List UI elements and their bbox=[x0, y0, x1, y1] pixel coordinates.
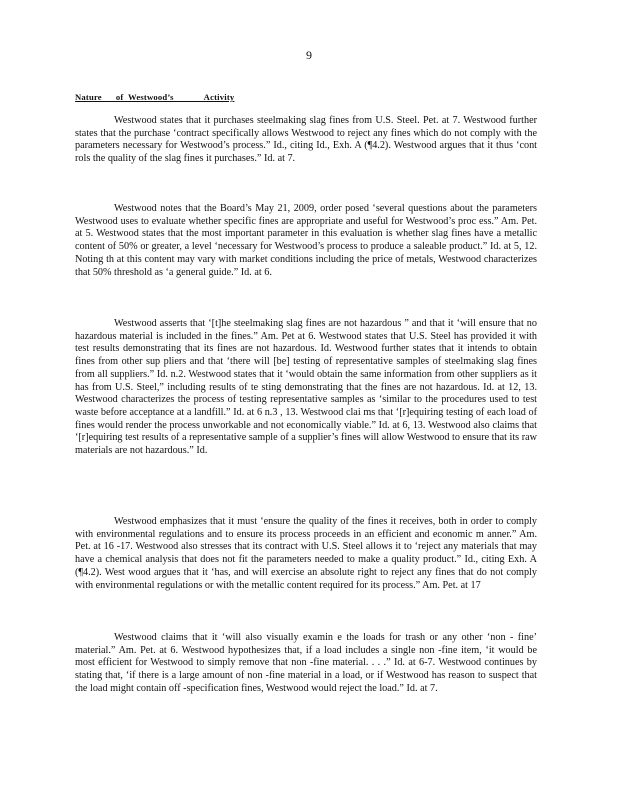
paragraph-purchase-contract: Westwood states that it purchases steelmaking slag fines from U.S. Steel. Pet. at 7. Westwood further states that the purchase ‘contract specifically allows Westwood to reject any fines which do not comply with the parameters necessary for Westwood’s process.” Id., citing Id., Exh. A (¶4.2). Westwood argues that it thus ‘cont rols the quality of the slag fines it purchases.” Id. at 7. bbox=[75, 115, 537, 165]
section-heading: Nature of Westwood’s Activity bbox=[75, 92, 235, 102]
paragraph-hazardous-testing: Westwood asserts that ‘[t]he steelmaking slag fines are not hazardous ” and that it ‘will ensure that no hazardous material is included in the fines.” Am. Pet at 6. Westwood states that U.S. Steel has provided it with test results demonstrating that its fines are not hazardous. Id. Westwood further states that it intends to obtain fines from other sup pliers and that ‘there will [be] testing of representative samples of steelmaking slag fines from all suppliers.” Id. n.2. Westwood states that it ‘would obtain the same information from other suppliers as it has from U.S. Steel,” including results of te sting demonstrating that the fines are not hazardous. Id. at 12, 13. Westwood characterizes the process of testing representative samples as ‘similar to the procedures used to test waste before acceptance at a landfill.” Id. at 6 n.3 , 13. Westwood clai ms that ‘[r]equiring testing of each load of fines would render the process unworkable and not economically viable.” Id. at 6, 13. Westwood also claims that ‘[r]equiring test results of a representative sample of a supplier’s fines will allow Westwood to ensure that its raw materials are not hazardous.” Id. bbox=[75, 318, 537, 457]
paragraph-visual-inspection: Westwood claims that it ‘will also visually examin e the loads for trash or any other ‘non - fine’ material.” Am. Pet. at 6. Westwood hypothesizes that, if a load includes a single non -fine item, ‘it would be most efficient for Westwood to simply remove that non -fine material. . . .” Id. at 6-7. Westwood continues by stating that, ‘if there is a large amount of non -fine material in a load, or if Westwood has reason to suspect that the load might contain off -specification fines, Westwood would reject the load.” Id. at 7. bbox=[75, 632, 537, 694]
paragraph-parameters: Westwood notes that the Board’s May 21, 2009, order posed ‘several questions about the parameters Westwood uses to evaluate whether specific fines are appropriate and useful for Westwood’s proc ess.” Am. Pet. at 5. Westwood states that the most important parameter in this evaluation is whether slag fines have a metallic content of 50% or greater, a level ‘necessary for Westwood’s process to produce a saleable product.” Id. at 5, 12. Noting th at this content may vary with market conditions including the price of metals, Westwood characterizes that 50% threshold as ‘a general guide.” Id. at 6. bbox=[75, 203, 537, 278]
paragraph-quality-control: Westwood emphasizes that it must ‘ensure the quality of the fines it receives, both in order to comply with environmental regulations and to ensure its process proceeds in an efficient and economic m anner.” Am. Pet. at 16 -17. Westwood also stresses that its contract with U.S. Steel allows it to ‘reject any materials that may have a chemical analysis that does not fit the parameters needed to make a quality product.” Id., citing Exh. A (¶4.2). West wood argues that it ‘has, and will exercise an absolute right to reject any fines that do not comply with environmental regulations or with the metallic content required for its process.” Am. Pet. at 17 bbox=[75, 516, 537, 591]
page-number: 9 bbox=[306, 48, 312, 62]
